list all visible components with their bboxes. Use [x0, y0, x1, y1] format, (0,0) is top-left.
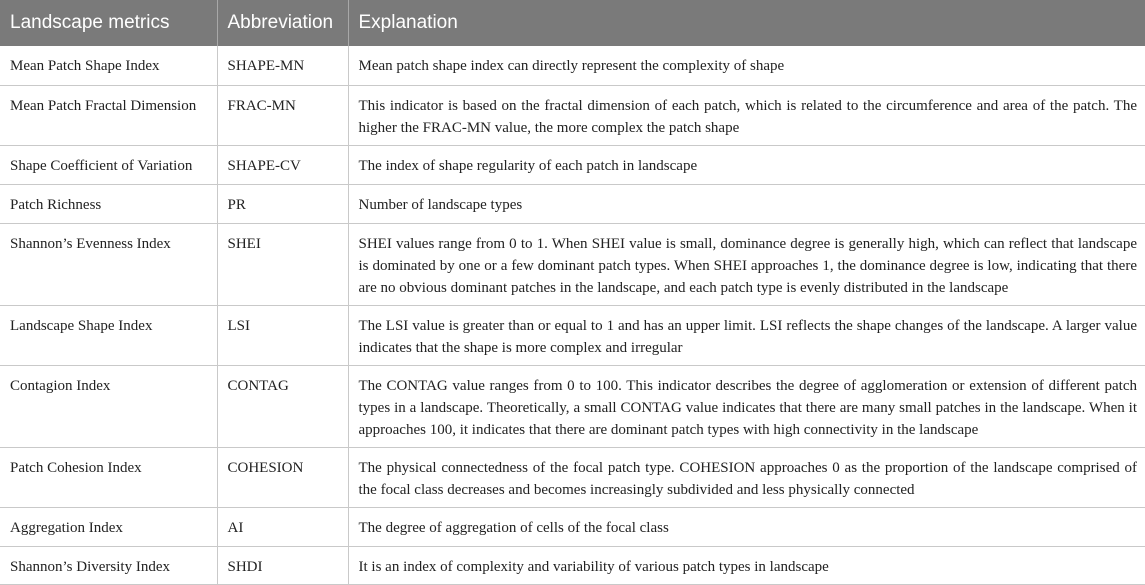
- header-explanation: Explanation: [348, 0, 1145, 46]
- table-row: [0, 184, 1145, 223]
- metric-name: Landscape Shape Index: [0, 305, 217, 365]
- table-row: [0, 145, 1145, 184]
- metric-name: Patch Cohesion Index: [0, 447, 217, 507]
- metric-explanation: The degree of aggregation of cells of the focal class: [348, 507, 1145, 546]
- table-row: [0, 447, 1145, 507]
- table-header: [0, 0, 1145, 46]
- table-row: [0, 546, 1145, 584]
- metric-abbreviation: AI: [217, 507, 348, 546]
- metric-explanation: This indicator is based on the fractal dimension of each patch, which is related to the circumference and area of the patch. The higher the FRAC-MN value, the more complex the patch shape: [348, 85, 1145, 145]
- metric-explanation: The LSI value is greater than or equal to 1 and has an upper limit. LSI reflects the shape changes of the landscape. A larger value indicates that the shape is more complex and irregular: [348, 305, 1145, 365]
- table-row: [0, 365, 1145, 447]
- table-row: [0, 305, 1145, 365]
- metric-explanation: The CONTAG value ranges from 0 to 100. This indicator describes the degree of agglomeration or extension of different patch types in a landscape. Theoretically, a small CONTAG value indicates that there are many small patches in the landscape. When it approaches 100, it indicates that there are dominant patch types with high connectivity in the landscape: [348, 365, 1145, 447]
- metric-name: Shape Coefficient of Variation: [0, 145, 217, 184]
- table-row: [0, 46, 1145, 85]
- table-body: [0, 46, 1145, 584]
- metric-explanation: Mean patch shape index can directly represent the complexity of shape: [348, 46, 1145, 85]
- metric-name: Patch Richness: [0, 184, 217, 223]
- metric-name: Mean Patch Fractal Dimension: [0, 85, 217, 145]
- metric-abbreviation: PR: [217, 184, 348, 223]
- metric-explanation: The index of shape regularity of each patch in landscape: [348, 145, 1145, 184]
- metric-abbreviation: SHDI: [217, 546, 348, 584]
- metric-name: Contagion Index: [0, 365, 217, 447]
- header-abbreviation: Abbreviation: [217, 0, 348, 46]
- metric-abbreviation: SHAPE-CV: [217, 145, 348, 184]
- metric-explanation: It is an index of complexity and variability of various patch types in landscape: [348, 546, 1145, 584]
- table-row: [0, 223, 1145, 305]
- metric-abbreviation: FRAC-MN: [217, 85, 348, 145]
- metric-explanation: SHEI values range from 0 to 1. When SHEI value is small, dominance degree is generally high, which can reflect that landscape is dominated by one or a few dominant patch types. When SHEI approaches 1, the dominance degree is low, indicating that there are no obvious dominant patches in the landscape, and each patch type is evenly distributed in the landscape: [348, 223, 1145, 305]
- metric-name: Mean Patch Shape Index: [0, 46, 217, 85]
- metric-name: Aggregation Index: [0, 507, 217, 546]
- metric-abbreviation: COHESION: [217, 447, 348, 507]
- metric-abbreviation: LSI: [217, 305, 348, 365]
- metric-abbreviation: SHAPE-MN: [217, 46, 348, 85]
- metric-name: Shannon’s Evenness Index: [0, 223, 217, 305]
- header-row: [0, 0, 1145, 46]
- metric-abbreviation: SHEI: [217, 223, 348, 305]
- metric-explanation: The physical connectedness of the focal patch type. COHESION approaches 0 as the proportion of the landscape comprised of the focal class decreases and becomes increasingly subdivided and less physically connected: [348, 447, 1145, 507]
- metric-abbreviation: CONTAG: [217, 365, 348, 447]
- metric-name: Shannon’s Diversity Index: [0, 546, 217, 584]
- table-row: [0, 507, 1145, 546]
- metric-explanation: Number of landscape types: [348, 184, 1145, 223]
- header-landscape-metrics: Landscape metrics: [0, 0, 217, 46]
- table-row: [0, 85, 1145, 145]
